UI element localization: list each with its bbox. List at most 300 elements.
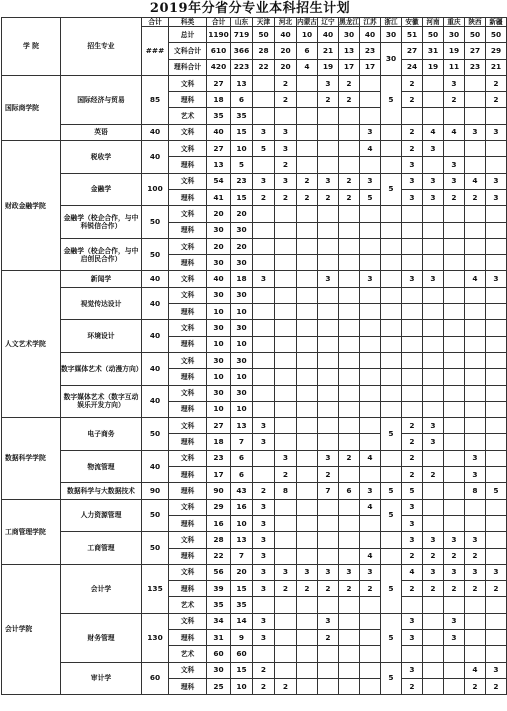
province-cell [360,222,381,238]
province-cell [486,352,507,368]
province-cell: 3 [423,173,444,189]
province-cell: 3 [465,450,486,466]
province-cell [381,369,402,385]
province-cell: 3 [253,434,275,450]
province-cell [423,385,444,401]
province-cell [486,499,507,515]
province-cell: 10 [231,401,253,417]
province-cell [253,304,275,320]
province-cell: 30 [231,385,253,401]
province-cell: 3 [465,564,486,580]
province-cell [297,108,318,124]
province-cell [275,597,297,613]
province-cell: 2 [275,678,297,694]
province-cell: 2 [275,189,297,205]
subject-type: 文科 [169,564,207,580]
province-cell: 5 [486,483,507,499]
province-cell [360,108,381,124]
major-name: 英语 [61,124,142,140]
province-cell: 2 [402,75,423,91]
province-cell [444,678,465,694]
province-cell: 3 [402,532,423,548]
province-cell [297,662,318,678]
major-total: 130 [142,613,169,662]
subject-type: 文科 [169,75,207,91]
province-cell: 15 [231,581,253,597]
province-cell: 3 [360,124,381,140]
province-cell [297,238,318,254]
row-sum: 40 [207,124,231,140]
province-cell [423,629,444,645]
province-cell [381,385,402,401]
province-cell [297,352,318,368]
row-sum: 30 [207,352,231,368]
province-cell [423,92,444,108]
province-cell [423,483,444,499]
province-cell: 3 [402,629,423,645]
province-cell [465,336,486,352]
province-cell [444,206,465,222]
header-province: 重庆 [444,18,465,27]
province-cell [381,467,402,483]
province-cell [318,336,339,352]
province-cell [318,352,339,368]
province-cell [444,434,465,450]
province-cell [275,613,297,629]
province-cell [297,467,318,483]
province-cell [444,304,465,320]
province-cell: 18 [231,271,253,287]
summary-subject: 理科合计 [169,59,207,75]
province-cell [465,629,486,645]
province-cell [423,401,444,417]
province-cell [402,336,423,352]
header-province: 内蒙古 [297,17,317,26]
province-cell [360,597,381,613]
province-cell [275,629,297,645]
college-name: 工商管理学院 [2,499,61,564]
province-cell [297,124,318,140]
province-cell [275,434,297,450]
province-cell: 3 [253,515,275,531]
province-cell [465,92,486,108]
province-cell: 2 [465,189,486,205]
summary-cell: 51 [402,27,423,43]
province-cell [423,75,444,91]
header-province: 辽宁 [318,18,339,27]
province-cell [275,320,297,336]
province-cell: 3 [253,532,275,548]
province-cell [360,418,381,434]
province-cell [297,222,318,238]
summary-cell: 20 [275,59,297,75]
province-cell [253,238,275,254]
province-cell [486,320,507,336]
province-cell [486,157,507,173]
province-cell [465,352,486,368]
province-cell [360,385,381,401]
province-cell [339,222,360,238]
province-cell [381,352,402,368]
province-cell [275,271,297,287]
province-cell: 2 [275,157,297,173]
province-cell [360,238,381,254]
province-cell: 30 [231,320,253,336]
province-cell [381,157,402,173]
province-cell [297,92,318,108]
major-name: 数字媒体艺术（数字互动娱乐开发方向） [61,385,142,418]
province-cell [444,287,465,303]
province-cell: 5 [231,157,253,173]
province-cell: 3 [360,271,381,287]
province-cell [423,597,444,613]
province-cell: 5 [402,483,423,499]
province-cell [444,483,465,499]
subject-type: 理科 [169,678,207,694]
subject-type: 理科 [169,92,207,108]
province-cell: 3 [423,532,444,548]
province-cell [402,385,423,401]
summary-sum: 420 [207,59,231,75]
province-cell [465,499,486,515]
province-cell: 6 [231,450,253,466]
province-cell: 3 [444,532,465,548]
province-cell [444,467,465,483]
row-sum: 18 [207,434,231,450]
province-cell [486,238,507,254]
province-cell [360,320,381,336]
province-cell: 3 [275,124,297,140]
zhejiang-cell: 5 [381,613,402,662]
subject-type: 艺术 [169,597,207,613]
summary-cell: 29 [486,43,507,59]
province-cell: 2 [444,581,465,597]
row-sum: 30 [207,287,231,303]
province-cell: 3 [253,173,275,189]
province-cell: 7 [231,548,253,564]
province-cell: 7 [318,483,339,499]
row-sum: 60 [207,646,231,662]
province-cell [318,532,339,548]
province-cell [297,597,318,613]
province-cell [297,369,318,385]
province-cell: 2 [486,92,507,108]
province-cell: 3 [275,564,297,580]
subject-type: 文科 [169,141,207,157]
province-cell: 3 [318,75,339,91]
major-name: 物流管理 [61,450,142,483]
province-cell [253,75,275,91]
province-cell [465,646,486,662]
province-cell [360,206,381,222]
row-sum: 17 [207,467,231,483]
major-name: 金融学（校企合作，与中启创民合作） [61,238,142,271]
province-cell [486,629,507,645]
row-sum: 29 [207,499,231,515]
province-cell [339,499,360,515]
province-cell: 15 [231,662,253,678]
province-cell [486,401,507,417]
province-cell [318,434,339,450]
province-cell [381,287,402,303]
province-cell: 13 [231,532,253,548]
row-sum: 40 [207,271,231,287]
summary-cell: 30 [444,27,465,43]
province-cell [339,271,360,287]
major-total: 50 [142,499,169,532]
province-cell [360,678,381,694]
province-cell [402,597,423,613]
row-sum: 20 [207,206,231,222]
summary-cell: 50 [423,27,444,43]
province-cell [318,418,339,434]
province-cell [465,369,486,385]
province-cell [465,255,486,271]
province-cell: 3 [253,564,275,580]
province-cell [339,548,360,564]
header-province: 山东 [231,18,253,27]
subject-type: 文科 [169,173,207,189]
table-row [2,564,507,580]
province-cell: 2 [339,173,360,189]
province-cell [381,401,402,417]
province-cell: 3 [360,173,381,189]
province-cell: 3 [402,157,423,173]
province-cell [297,450,318,466]
subject-type: 理科 [169,548,207,564]
header-province: 江苏 [360,18,381,27]
province-cell [339,401,360,417]
row-sum: 31 [207,629,231,645]
province-cell: 3 [275,450,297,466]
province-cell: 8 [465,483,486,499]
major-total: 100 [142,173,169,206]
province-cell [486,515,507,531]
province-cell: 3 [465,467,486,483]
summary-cell: 24 [402,59,423,75]
province-cell: 3 [444,629,465,645]
province-cell [318,369,339,385]
province-cell: 3 [253,271,275,287]
summary-cell: 19 [444,43,465,59]
table-row [2,352,507,368]
table-row [2,662,507,678]
province-cell: 4 [360,499,381,515]
province-cell [465,418,486,434]
province-cell [465,287,486,303]
province-cell [444,450,465,466]
province-cell: 2 [318,581,339,597]
subject-type: 文科 [169,662,207,678]
province-cell [381,304,402,320]
province-cell: 3 [486,564,507,580]
row-sum: 30 [207,255,231,271]
province-cell: 20 [231,238,253,254]
province-cell: 2 [423,581,444,597]
province-cell [423,287,444,303]
province-cell [275,499,297,515]
province-cell [402,304,423,320]
header-major: 招生专业 [61,18,142,76]
province-cell: 30 [231,255,253,271]
province-cell [253,92,275,108]
major-total: 40 [142,271,169,287]
province-cell: 2 [253,189,275,205]
province-cell: 3 [253,581,275,597]
province-cell [465,141,486,157]
summary-cell: 4 [297,59,318,75]
province-cell [339,418,360,434]
header-province: 安徽 [402,18,423,27]
province-cell: 2 [339,92,360,108]
province-cell [486,532,507,548]
summary-cell: 223 [231,59,253,75]
province-cell [253,467,275,483]
province-cell: 7 [231,434,253,450]
province-cell [297,271,318,287]
summary-cell: 27 [465,43,486,59]
province-cell: 2 [339,75,360,91]
college-name: 数据科学学院 [2,418,61,499]
province-cell: 2 [275,467,297,483]
province-cell: 2 [275,581,297,597]
province-cell [360,255,381,271]
province-cell [318,287,339,303]
province-cell [360,613,381,629]
table-row [2,271,507,287]
province-cell [253,287,275,303]
province-cell [360,336,381,352]
table-row [2,206,507,222]
province-cell [444,141,465,157]
province-cell [275,385,297,401]
province-cell [253,320,275,336]
province-cell [423,336,444,352]
province-cell [402,369,423,385]
province-cell [360,369,381,385]
major-total: 60 [142,662,169,695]
province-cell [339,108,360,124]
row-sum: 20 [207,238,231,254]
province-cell [402,238,423,254]
column-header-row [2,18,507,27]
province-cell [297,157,318,173]
province-cell: 3 [423,271,444,287]
province-cell [381,336,402,352]
province-cell [275,255,297,271]
province-cell: 3 [402,662,423,678]
province-cell [444,499,465,515]
province-cell [486,336,507,352]
province-cell [486,255,507,271]
province-cell [486,385,507,401]
summary-cell: 366 [231,43,253,59]
province-cell [318,206,339,222]
province-cell [360,157,381,173]
province-cell: 3 [444,173,465,189]
province-cell: 9 [231,629,253,645]
province-cell [253,369,275,385]
province-cell [253,450,275,466]
province-cell: 43 [231,483,253,499]
table-row [2,450,507,466]
province-cell: 15 [231,189,253,205]
province-cell: 3 [339,564,360,580]
enrollment-table [1,17,507,695]
province-cell: 3 [318,173,339,189]
province-cell: 3 [444,564,465,580]
province-cell: 3 [253,629,275,645]
province-cell [318,222,339,238]
subject-type: 文科 [169,287,207,303]
major-name: 数字媒体艺术（动漫方向） [61,352,142,385]
province-cell [318,255,339,271]
province-cell: 3 [423,418,444,434]
row-sum: 30 [207,385,231,401]
province-cell: 3 [486,271,507,287]
province-cell [275,418,297,434]
subject-type: 理科 [169,515,207,531]
province-cell [339,678,360,694]
table-row [2,238,507,254]
header-province: 黑龙江 [339,17,359,26]
summary-cell: 50 [465,27,486,43]
province-cell [381,222,402,238]
province-cell: 4 [360,548,381,564]
province-cell: 2 [444,92,465,108]
province-cell [339,646,360,662]
province-cell: 2 [423,467,444,483]
table-row [2,320,507,336]
row-sum: 30 [207,222,231,238]
province-cell [381,532,402,548]
province-cell [318,646,339,662]
province-cell [444,271,465,287]
province-cell: 2 [297,189,318,205]
province-cell [318,548,339,564]
province-cell [253,255,275,271]
province-cell: 3 [423,564,444,580]
province-cell [444,255,465,271]
table-row [2,173,507,189]
row-sum: 10 [207,304,231,320]
province-cell: 2 [297,581,318,597]
summary-cell: 6 [297,43,318,59]
summary-cell: 17 [339,59,360,75]
province-cell: 2 [339,450,360,466]
province-cell: 3 [486,189,507,205]
page-title: 2019年分省分专业本科招生计划 [149,1,351,16]
province-cell [297,304,318,320]
subject-type: 理科 [169,222,207,238]
province-cell [486,467,507,483]
province-cell: 3 [465,124,486,140]
header-province: 河北 [275,18,297,27]
province-cell: 23 [231,173,253,189]
province-cell [253,385,275,401]
province-cell: 3 [318,271,339,287]
province-cell [423,646,444,662]
province-cell [444,418,465,434]
major-name: 环境设计 [61,320,142,353]
row-sum: 35 [207,597,231,613]
college-name: 人文艺术学院 [2,271,61,418]
province-cell [465,222,486,238]
summary-cell: 40 [360,27,381,43]
province-cell [402,206,423,222]
province-cell [360,401,381,417]
subject-type: 文科 [169,613,207,629]
